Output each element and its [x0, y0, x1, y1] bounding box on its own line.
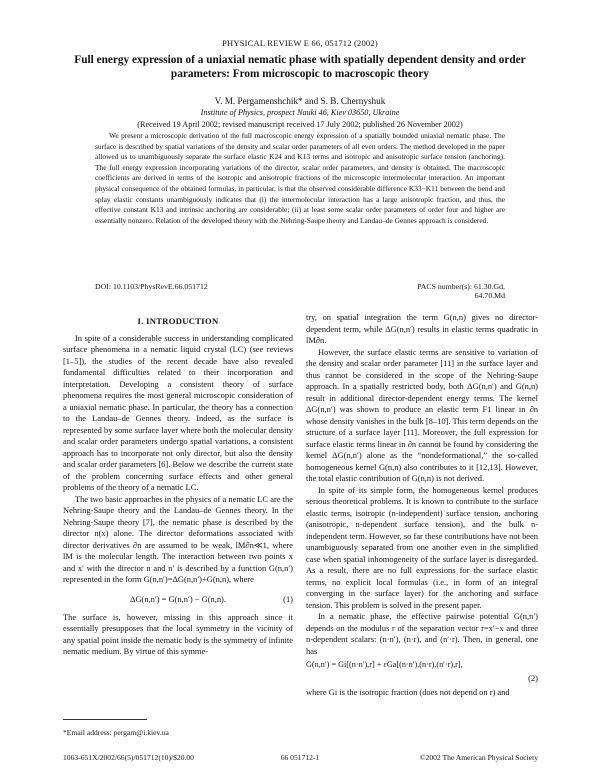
- footnote-divider: [63, 719, 147, 720]
- equation-number: (1): [283, 593, 293, 604]
- abstract: [95, 131, 505, 226]
- equation-number: (2): [528, 673, 538, 683]
- equation-2: [306, 657, 538, 687]
- paragraph: The two basic approaches in the physics of a nematic LC are the Nehring-Saupe theory and the Landau–de Gennes theory. In the Nehring-Saupe theory [7], the nematic phase is described by the director n(x) alone. The director deformations associated with director derivatives ∂n are assumed to be weak, lM∂n≪1, where lM is the molecular length. The interaction between two points x and x′ with the director n and n′ is described by a function G(n,n′) represented in the form G(n,n′)=ΔG(n,n′)+G(n,n), where: [63, 493, 293, 584]
- paragraph: try, on spatial integration the term G(n,n) gives no director-dependent term, while ΔG(n,n′) results in elastic terms quadratic in lM∂n.: [306, 312, 538, 345]
- footer-code: 1063-651X/2002/66(5)/051712(10)/$20.00: [63, 753, 194, 762]
- received-dates: (Received 19 April 2002; revised manuscript received 17 July 2002; published 26 November 2002): [137, 120, 463, 129]
- paragraph: In a nematic phase, the effective pairwise potential G(n,n′) depends on the modulus r of the separation vector r=x′−x and three n-dependent scalars: (n·n′), (n·r), and (n′·r). Then, in general, one has: [306, 611, 538, 656]
- abstract-text: We present a microscopic derivation of the full macroscopic energy expression of a spatially bounded uniaxial nematic phase. The surface is described by spatial variations of the density and scalar order parameters of all even orders. The method developed in the paper allowed us to unambiguously separate the surface elastic K24 and K13 terms and isotropic and anisotropic surface tension (anchoring). The full energy expression incorporating variations of the director, scalar order parameters, and density is obtained. The macroscopic coefficients are derived in terms of the isotropic and anisotropic fractions of the microscopic intermolecular interaction. An important physical consequence of the obtained formulas, in particular, is that the observed considerable difference K33−K11 between the bend and splay elastic constants unambiguously indicates that (i) the intermolecular interaction has a large anisotropic fraction, and thus, the effective constant K13 and intrinsic anchoring are considerable; (ii) at least some scalar order parameters of order four and higher are essentially nonzero. Relation of the developed theory with the Nehring-Saupe theory and Landau–de Gennes approach is considered.: [95, 131, 505, 225]
- paragraph: The surface is, however, missing in this approach since it essentially presupposes that the local symmetry in the vicinity of any spatial point inside the nematic body is the symmetry of infinite nematic medium. By virtue of this symme-: [63, 611, 293, 656]
- equation-1: [63, 586, 293, 612]
- author-list: V. M. Pergamenshchik* and S. B. Chernyshuk: [214, 96, 386, 106]
- right-column: [306, 312, 538, 699]
- paragraph: In spite of a considerable success in understanding complicated surface phenomena in a nematic liquid crystal (LC) (see reviews [1–5]), the studies of the recent decade have also revealed fundamental difficulties related to their incorporation and interpretation. Developing a consistent theory of surface phenomena requires the most general microscopic consideration of a uniaxial nematic phase. In particular, the theory has a connection to the Landau–de Gennes theory. Indeed, as the surface is represented by some surface layer where both the molecular density and scalar order parameters undergo spatial variations, a consistent approach has to incorporate not only director, but also the density and scalar order parameters [6]. Below we describe the current state of the problem concerning surface effects and other general problems of the theory of a nematic LC.: [63, 332, 293, 492]
- footnote: *Email address: pergam@i.kiev.ua: [63, 728, 169, 737]
- paragraph: However, the surface elastic terms are sensitive to variation of the density and scalar order parameter [11] in the surface layer and thus cannot be considered in the scope of the Nehring-Saupe approach. In a spatially restricted body, both ΔG(n,n′) and G(n,n) result in additional director-dependent energy terms. The kernel ΔG(n,n′) was shown to produce an elastic term F1 linear in ∂n whose density vanishes in the bulk [8–10]. This term depends on the structure of a surface layer [11]. Moreover, the full expression for surface elastic terms linear in ∂n cannot be found by considering the kernel ΔG(n,n′) alone as the “nondeformational,” the so-called homogeneous kernel G(n,n) also contributes to it [12,13]. However, the total elastic contribution of G(n,n) is not derived.: [306, 346, 538, 483]
- section-heading: I. INTRODUCTION: [137, 316, 219, 326]
- left-column: [63, 316, 293, 658]
- page-number: 66 051712-1: [280, 753, 320, 762]
- pacs-numbers: PACS number(s): 61.30.Gd, 64.70.Md: [417, 282, 505, 300]
- copyright: ©2002 The American Physical Society: [419, 753, 538, 762]
- equation-body: G(n,n′) = Gi[(n·n′),r] + εGa[(n·n′),(n·r),(n′·r),r],: [306, 660, 463, 669]
- equation-body: ΔG(n,n′) = G(n,n′) − G(n,n).: [130, 593, 226, 604]
- affiliation: Institute of Physics, prospect Nauki 46, Kiev 03650, Ukraine: [200, 108, 400, 117]
- paragraph: In spite of its simple form, the homogeneous kernel produces serious theoretical problems. It is known to contribute to the surface elastic terms, isotropic (n-independent) surface tension, anchoring (anisotropic, n-dependent surface tension), and the bulk n-independent term. However, so far these contributions have not been unambiguously separated from one another even in the simplified case when spatial inhomogeneity of the surface layer is disregarded. As a result, there are no full expressions for the surface elastic terms, no explicit local formulas (i.e., in form of an integral converging in the surface layer) for the anchoring and surface tension. This problem is solved in the present paper.: [306, 484, 538, 610]
- journal-header: PHYSICAL REVIEW E 66, 051712 (2002): [222, 38, 378, 48]
- paragraph: where Gi is the isotropic fraction (does not depend on r) and: [306, 687, 510, 697]
- article-title: Full energy expression of a uniaxial nematic phase with spatially dependent density and order parameters: From microscopic to macroscopic theory: [74, 54, 526, 80]
- doi-link[interactable]: DOI: 10.1103/PhysRevE.66.051712: [95, 282, 208, 291]
